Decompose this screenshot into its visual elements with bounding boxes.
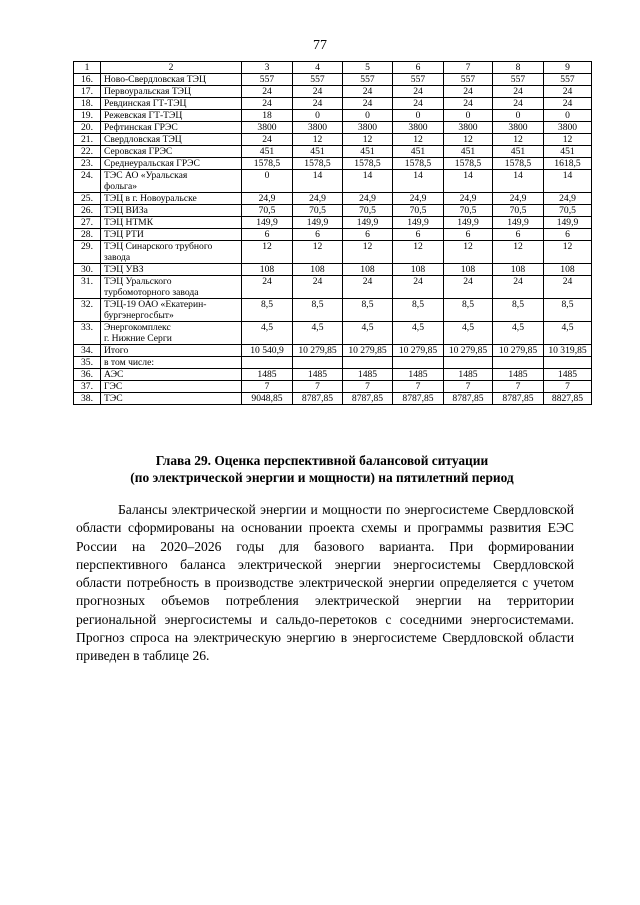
capacity-value: 8,5 xyxy=(444,299,493,322)
capacity-value: 557 xyxy=(493,74,544,86)
capacity-value: 24 xyxy=(493,86,544,98)
capacity-value: 24 xyxy=(242,276,293,299)
table-row xyxy=(74,205,592,217)
capacity-value: 12 xyxy=(393,241,444,264)
capacity-value xyxy=(444,357,493,369)
capacity-value: 7 xyxy=(242,381,293,393)
station-name-line: Ново-Свердловская ТЭЦ xyxy=(104,74,206,85)
capacity-value: 557 xyxy=(293,74,343,86)
paragraph-line: приведен в таблице 26. xyxy=(76,648,210,664)
column-header: 2 xyxy=(101,62,242,74)
station-name-line: Режевская ГТ-ТЭЦ xyxy=(104,110,183,121)
capacity-value xyxy=(493,357,544,369)
capacity-value: 24 xyxy=(343,86,393,98)
station-name-line: завода xyxy=(104,252,131,263)
station-name-line: в том числе: xyxy=(104,357,155,368)
capacity-value: 149,9 xyxy=(544,217,592,229)
capacity-value: 24 xyxy=(544,98,592,110)
row-number: 28. xyxy=(74,229,101,241)
capacity-value: 1578,5 xyxy=(393,158,444,170)
row-number: 36. xyxy=(74,369,101,381)
capacity-value: 24 xyxy=(343,98,393,110)
page-number: 77 xyxy=(313,38,327,53)
capacity-value: 6 xyxy=(493,229,544,241)
capacity-value: 4,5 xyxy=(242,322,293,345)
paragraph-line: области потребность в производстве электрической энергии определяется с учетом xyxy=(76,575,574,591)
station-name-line: бургэнергосбыт» xyxy=(104,310,174,321)
capacity-value: 24,9 xyxy=(343,193,393,205)
capacity-value: 12 xyxy=(293,241,343,264)
station-name xyxy=(101,345,242,357)
capacity-value: 24 xyxy=(393,98,444,110)
capacity-value: 451 xyxy=(493,146,544,158)
capacity-value: 12 xyxy=(544,241,592,264)
capacity-value: 12 xyxy=(242,241,293,264)
capacity-value: 149,9 xyxy=(393,217,444,229)
capacity-value: 108 xyxy=(343,264,393,276)
station-name xyxy=(101,122,242,134)
station-name xyxy=(101,86,242,98)
station-name-line: Первоуральская ТЭЦ xyxy=(104,86,191,97)
capacity-value: 0 xyxy=(493,110,544,122)
capacity-value: 6 xyxy=(444,229,493,241)
capacity-value: 8,5 xyxy=(393,299,444,322)
station-name xyxy=(101,229,242,241)
capacity-value: 24,9 xyxy=(242,193,293,205)
generation-capacity-table xyxy=(73,61,592,405)
row-number: 25. xyxy=(74,193,101,205)
capacity-value: 0 xyxy=(242,170,293,193)
capacity-value: 10 279,85 xyxy=(343,345,393,357)
capacity-value: 108 xyxy=(544,264,592,276)
station-name-line: ТЭЦ Синарского трубного xyxy=(104,241,213,252)
paragraph-line: прогнозных объемов потребления электрической энергии на территории xyxy=(76,593,574,609)
table-header-row xyxy=(74,62,592,74)
capacity-value: 10 279,85 xyxy=(444,345,493,357)
station-name xyxy=(101,110,242,122)
station-name xyxy=(101,193,242,205)
capacity-value: 1485 xyxy=(493,369,544,381)
capacity-value: 7 xyxy=(544,381,592,393)
station-name xyxy=(101,74,242,86)
row-number: 37. xyxy=(74,381,101,393)
table-row xyxy=(74,122,592,134)
capacity-value: 24 xyxy=(544,86,592,98)
capacity-value: 1485 xyxy=(242,369,293,381)
row-number: 31. xyxy=(74,276,101,299)
table-row xyxy=(74,134,592,146)
capacity-value: 1485 xyxy=(293,369,343,381)
capacity-value: 149,9 xyxy=(293,217,343,229)
station-name-line: ГЭС xyxy=(104,381,123,392)
capacity-value: 70,5 xyxy=(293,205,343,217)
capacity-value: 24 xyxy=(444,98,493,110)
capacity-value: 451 xyxy=(293,146,343,158)
capacity-value xyxy=(343,357,393,369)
capacity-value: 3800 xyxy=(343,122,393,134)
capacity-value: 8787,85 xyxy=(444,393,493,405)
table-row xyxy=(74,345,592,357)
station-name xyxy=(101,393,242,405)
capacity-value: 0 xyxy=(293,110,343,122)
capacity-value: 18 xyxy=(242,110,293,122)
capacity-value: 10 319,85 xyxy=(544,345,592,357)
table-row xyxy=(74,146,592,158)
table-row xyxy=(74,98,592,110)
capacity-value: 8827,85 xyxy=(544,393,592,405)
capacity-value: 12 xyxy=(493,241,544,264)
table-row xyxy=(74,86,592,98)
table-row xyxy=(74,241,592,264)
capacity-value: 557 xyxy=(393,74,444,86)
table-row xyxy=(74,357,592,369)
capacity-value: 451 xyxy=(393,146,444,158)
row-number: 24. xyxy=(74,170,101,193)
table-row xyxy=(74,193,592,205)
station-name-line: ТЭЦ-19 ОАО «Екатерин- xyxy=(104,299,207,310)
station-name xyxy=(101,276,242,299)
station-name-line: турбомоторного завода xyxy=(104,287,199,298)
capacity-value: 70,5 xyxy=(544,205,592,217)
table-row xyxy=(74,299,592,322)
capacity-value: 14 xyxy=(493,170,544,193)
capacity-value: 12 xyxy=(343,241,393,264)
capacity-value: 108 xyxy=(493,264,544,276)
capacity-value: 557 xyxy=(343,74,393,86)
chapter-title-line: Глава 29. Оценка перспективной балансовой ситуации xyxy=(155,453,489,468)
capacity-value: 12 xyxy=(293,134,343,146)
table-row xyxy=(74,276,592,299)
row-number: 23. xyxy=(74,158,101,170)
row-number: 16. xyxy=(74,74,101,86)
capacity-value: 6 xyxy=(242,229,293,241)
capacity-value: 24 xyxy=(544,276,592,299)
capacity-value: 12 xyxy=(343,134,393,146)
station-name-line: ТЭЦ НТМК xyxy=(104,217,154,228)
capacity-value: 149,9 xyxy=(242,217,293,229)
column-header: 6 xyxy=(393,62,444,74)
chapter-title-line: (по электрической энергии и мощности) на пятилетний период xyxy=(130,470,514,485)
capacity-value: 8787,85 xyxy=(393,393,444,405)
capacity-value: 24,9 xyxy=(493,193,544,205)
capacity-value: 451 xyxy=(242,146,293,158)
column-header: 1 xyxy=(74,62,101,74)
capacity-value: 1578,5 xyxy=(444,158,493,170)
row-number: 32. xyxy=(74,299,101,322)
station-name xyxy=(101,170,242,193)
capacity-value: 24 xyxy=(444,86,493,98)
capacity-value: 12 xyxy=(444,241,493,264)
capacity-value: 1578,5 xyxy=(293,158,343,170)
station-name xyxy=(101,205,242,217)
capacity-value: 24,9 xyxy=(544,193,592,205)
capacity-value: 10 279,85 xyxy=(493,345,544,357)
capacity-value: 3800 xyxy=(242,122,293,134)
station-name-line: г. Нижние Серги xyxy=(104,333,172,344)
capacity-value: 3800 xyxy=(544,122,592,134)
capacity-value: 108 xyxy=(293,264,343,276)
capacity-value: 4,5 xyxy=(343,322,393,345)
table-row xyxy=(74,158,592,170)
paragraph-line: перспективного баланса электрической энергии энергосистемы Свердловской xyxy=(76,556,574,572)
paragraph-line: Балансы электрической энергии и мощности по энергосистеме Свердловской xyxy=(118,502,574,517)
station-name-line: фольга» xyxy=(104,181,138,192)
capacity-value: 7 xyxy=(493,381,544,393)
capacity-value: 0 xyxy=(343,110,393,122)
capacity-value: 10 279,85 xyxy=(393,345,444,357)
capacity-value: 24 xyxy=(293,98,343,110)
capacity-value: 8787,85 xyxy=(493,393,544,405)
station-name xyxy=(101,357,242,369)
capacity-value: 7 xyxy=(393,381,444,393)
station-name-line: ТЭЦ УВЗ xyxy=(104,264,144,275)
capacity-value: 557 xyxy=(444,74,493,86)
capacity-value: 8,5 xyxy=(293,299,343,322)
column-header: 9 xyxy=(544,62,592,74)
capacity-value: 14 xyxy=(343,170,393,193)
station-name xyxy=(101,158,242,170)
capacity-value: 24,9 xyxy=(444,193,493,205)
capacity-value: 24 xyxy=(242,98,293,110)
station-name-line: Энергокомплекс xyxy=(104,322,171,333)
table-row xyxy=(74,393,592,405)
station-name xyxy=(101,381,242,393)
paragraph-line: России на 2020–2026 годы для базового варианта. При формировании xyxy=(76,538,574,554)
capacity-value: 14 xyxy=(293,170,343,193)
row-number: 17. xyxy=(74,86,101,98)
table-row xyxy=(74,217,592,229)
capacity-value: 24 xyxy=(444,276,493,299)
table-row xyxy=(74,229,592,241)
column-header: 5 xyxy=(343,62,393,74)
capacity-value: 149,9 xyxy=(493,217,544,229)
capacity-value: 557 xyxy=(544,74,592,86)
row-number: 18. xyxy=(74,98,101,110)
capacity-value: 451 xyxy=(343,146,393,158)
table-row xyxy=(74,74,592,86)
capacity-value: 1578,5 xyxy=(242,158,293,170)
station-name-line: ТЭС АО «Уральская xyxy=(104,170,188,181)
capacity-value: 6 xyxy=(544,229,592,241)
capacity-value: 1485 xyxy=(544,369,592,381)
row-number: 34. xyxy=(74,345,101,357)
row-number: 21. xyxy=(74,134,101,146)
station-name xyxy=(101,322,242,345)
capacity-value: 1578,5 xyxy=(343,158,393,170)
station-name xyxy=(101,134,242,146)
capacity-value: 24 xyxy=(393,276,444,299)
capacity-value: 24 xyxy=(293,86,343,98)
capacity-value: 4,5 xyxy=(293,322,343,345)
capacity-value: 8,5 xyxy=(493,299,544,322)
capacity-value xyxy=(393,357,444,369)
capacity-value: 24,9 xyxy=(293,193,343,205)
station-name xyxy=(101,299,242,322)
paragraph-line: Прогноз спроса на электрическую энергию в энергосистеме Свердловской области xyxy=(76,630,574,646)
capacity-value: 24 xyxy=(293,276,343,299)
column-header: 7 xyxy=(444,62,493,74)
capacity-value: 7 xyxy=(343,381,393,393)
capacity-value: 4,5 xyxy=(544,322,592,345)
capacity-value: 4,5 xyxy=(444,322,493,345)
station-name xyxy=(101,241,242,264)
station-name-line: АЭС xyxy=(104,369,124,380)
capacity-value: 8787,85 xyxy=(293,393,343,405)
station-name-line: ТЭЦ РТИ xyxy=(104,229,144,240)
capacity-value: 24 xyxy=(242,134,293,146)
capacity-value: 24 xyxy=(493,98,544,110)
station-name-line: ТЭЦ ВИЗа xyxy=(104,205,148,216)
station-name xyxy=(101,369,242,381)
row-number: 22. xyxy=(74,146,101,158)
capacity-value: 0 xyxy=(393,110,444,122)
capacity-value: 24 xyxy=(343,276,393,299)
capacity-value: 8,5 xyxy=(242,299,293,322)
capacity-value xyxy=(242,357,293,369)
capacity-value: 8,5 xyxy=(343,299,393,322)
station-name-line: Свердловская ТЭЦ xyxy=(104,134,182,145)
paragraph-line: региональной энергосистемы и сальдо-перетоков с соседними энергосистемами. xyxy=(76,611,574,627)
capacity-value: 149,9 xyxy=(444,217,493,229)
station-name-line: ТЭЦ Уральского xyxy=(104,276,172,287)
column-header: 3 xyxy=(242,62,293,74)
capacity-value: 12 xyxy=(393,134,444,146)
capacity-value: 24,9 xyxy=(393,193,444,205)
row-number: 20. xyxy=(74,122,101,134)
capacity-value: 14 xyxy=(444,170,493,193)
row-number: 33. xyxy=(74,322,101,345)
capacity-value: 12 xyxy=(493,134,544,146)
capacity-value: 70,5 xyxy=(493,205,544,217)
row-number: 27. xyxy=(74,217,101,229)
column-header: 4 xyxy=(293,62,343,74)
capacity-value: 7 xyxy=(293,381,343,393)
station-name-line: Итого xyxy=(104,345,129,356)
table-row xyxy=(74,264,592,276)
capacity-value: 70,5 xyxy=(242,205,293,217)
capacity-value: 4,5 xyxy=(493,322,544,345)
capacity-value: 14 xyxy=(544,170,592,193)
table-row xyxy=(74,322,592,345)
capacity-value: 6 xyxy=(393,229,444,241)
capacity-value: 3800 xyxy=(444,122,493,134)
capacity-value: 108 xyxy=(242,264,293,276)
capacity-value: 451 xyxy=(444,146,493,158)
capacity-value: 7 xyxy=(444,381,493,393)
capacity-value: 108 xyxy=(444,264,493,276)
capacity-value: 24 xyxy=(493,276,544,299)
station-name-line: Ревдинская ГТ-ТЭЦ xyxy=(104,98,187,109)
station-name xyxy=(101,264,242,276)
capacity-value: 4,5 xyxy=(393,322,444,345)
capacity-value: 0 xyxy=(444,110,493,122)
capacity-value: 0 xyxy=(544,110,592,122)
row-number: 19. xyxy=(74,110,101,122)
table-row xyxy=(74,170,592,193)
capacity-value: 10 279,85 xyxy=(293,345,343,357)
paragraph-line: области сформированы на основании проекта схемы и программы развития ЕЭС xyxy=(76,520,574,536)
capacity-value: 6 xyxy=(293,229,343,241)
row-number: 35. xyxy=(74,357,101,369)
capacity-value: 12 xyxy=(544,134,592,146)
row-number: 38. xyxy=(74,393,101,405)
capacity-value: 1578,5 xyxy=(493,158,544,170)
capacity-value: 8,5 xyxy=(544,299,592,322)
row-number: 26. xyxy=(74,205,101,217)
row-number: 29. xyxy=(74,241,101,264)
capacity-value: 24 xyxy=(393,86,444,98)
capacity-value: 70,5 xyxy=(444,205,493,217)
capacity-value: 108 xyxy=(393,264,444,276)
column-header: 8 xyxy=(493,62,544,74)
capacity-value: 70,5 xyxy=(343,205,393,217)
capacity-value: 557 xyxy=(242,74,293,86)
capacity-value: 70,5 xyxy=(393,205,444,217)
station-name xyxy=(101,217,242,229)
capacity-value: 3800 xyxy=(493,122,544,134)
capacity-value: 3800 xyxy=(393,122,444,134)
station-name xyxy=(101,98,242,110)
station-name-line: Рефтинская ГРЭС xyxy=(104,122,178,133)
station-name-line: ТЭС xyxy=(104,393,123,404)
table-row xyxy=(74,110,592,122)
capacity-value: 3800 xyxy=(293,122,343,134)
capacity-value: 1485 xyxy=(444,369,493,381)
capacity-value xyxy=(293,357,343,369)
capacity-value: 1485 xyxy=(393,369,444,381)
capacity-value: 14 xyxy=(393,170,444,193)
body-paragraph xyxy=(76,501,574,666)
table-row xyxy=(74,369,592,381)
capacity-value: 149,9 xyxy=(343,217,393,229)
table-row xyxy=(74,381,592,393)
capacity-value: 1618,5 xyxy=(544,158,592,170)
capacity-value: 1485 xyxy=(343,369,393,381)
capacity-value: 8787,85 xyxy=(343,393,393,405)
capacity-value: 12 xyxy=(444,134,493,146)
capacity-value: 9048,85 xyxy=(242,393,293,405)
capacity-value: 6 xyxy=(343,229,393,241)
station-name-line: ТЭЦ в г. Новоуральске xyxy=(104,193,197,204)
row-number: 30. xyxy=(74,264,101,276)
station-name xyxy=(101,146,242,158)
station-name-line: Серовская ГРЭС xyxy=(104,146,173,157)
capacity-value: 451 xyxy=(544,146,592,158)
chapter-title xyxy=(70,452,574,486)
station-name-line: Среднеуральская ГРЭС xyxy=(104,158,200,169)
capacity-value: 24 xyxy=(242,86,293,98)
capacity-value xyxy=(544,357,592,369)
capacity-value: 10 540,9 xyxy=(242,345,293,357)
